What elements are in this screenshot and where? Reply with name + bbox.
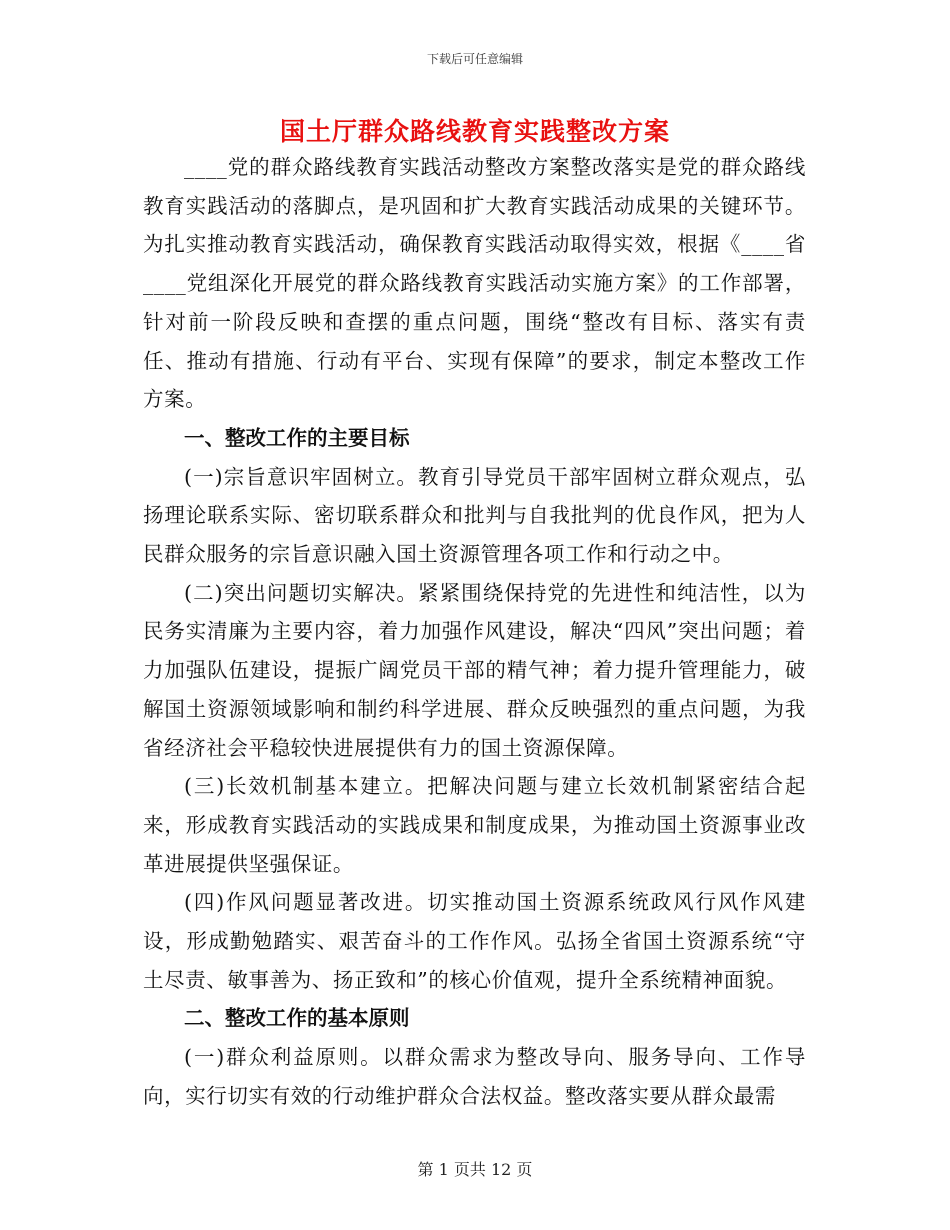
page-footer: 第 1 页共 12 页 xyxy=(417,1160,533,1179)
goal-paragraph-1: (一)宗旨意识牢固树立。教育引导党员干部牢固树立群众观点，弘扬理论联系实际、密切联系群众和批判与自我批判的优良作风，把为人民群众服务的宗旨意识融入国土资源管理各项工作和行动之中。 xyxy=(143,464,806,567)
document-body xyxy=(143,148,806,1116)
section-heading-principles: 二、整改工作的基本原则 xyxy=(184,1006,410,1031)
principle-paragraph-1: (一)群众利益原则。以群众需求为整改导向、服务导向、工作导向，实行切实有效的行动维护群众合法权益。整改落实要从群众最需 xyxy=(143,1045,806,1108)
goal-paragraph-2: (二)突出问题切实解决。紧紧围绕保持党的先进性和纯洁性，以为民务实清廉为主要内容，着力加强作风建设，解决“四风”突出问题；着力加强队伍建设，提振广阔党员干部的精气神；着力提升管理能力，破解国土资源领域影响和制约科学进展、群众反映强烈的重点问题，为我省经济社会平稳较快进展提供有力的国土资源保障。 xyxy=(143,580,806,760)
goal-paragraph-3: (三)长效机制基本建立。把解决问题与建立长效机制紧密结合起来，形成教育实践活动的实践成果和制度成果，为推动国土资源事业改革进展提供坚强保证。 xyxy=(143,774,806,876)
header-note: 下载后可任意编辑 xyxy=(426,52,523,66)
intro-paragraph: ____党的群众路线教育实践活动整改方案整改落实是党的群众路线教育实践活动的落脚点，是巩固和扩大教育实践活动成果的关键环节。为扎实推动教育实践活动，确保教育实践活动取得实效，根据《____省____党组深化开展党的群众路线教育实践活动实施方案》的工作部署，针对前一阶段反映和查摆的重点问题，围绕“整改有目标、落实有责任、推动有措施、行动有平台、实现有保障”的要求，制定本整改工作方案。 xyxy=(143,155,806,412)
section-heading-goals: 一、整改工作的主要目标 xyxy=(184,425,410,450)
document-title: 国土厅群众路线教育实践整改方案 xyxy=(279,117,670,146)
goal-paragraph-4: (四)作风问题显著改进。切实推动国土资源系统政风行风作风建设，形成勤勉踏实、艰苦奋斗的工作作风。弘扬全省国土资源系统“守土尽责、敏事善为、扬正致和”的核心价值观，提升全系统精神面貌。 xyxy=(143,890,806,992)
